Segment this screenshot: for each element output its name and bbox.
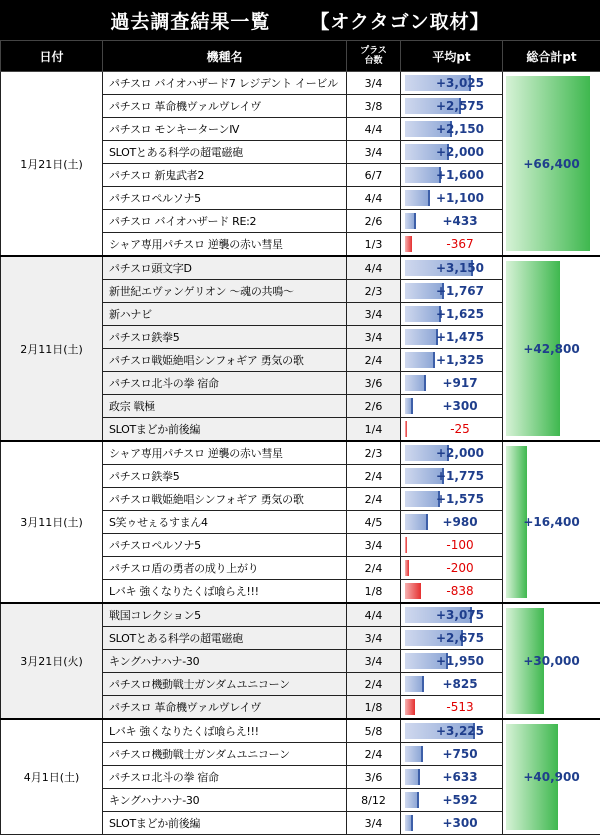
table-body [1,72,600,835]
plus-count: 3/4 [347,534,401,557]
plus-count: 3/6 [347,372,401,395]
avg-pt-value: +1,575 [424,488,496,510]
avg-pt-cell [401,372,503,395]
machine-name: パチスロ機動戦士ガンダムユニコーン [103,743,347,766]
avg-pt-bar [405,583,421,599]
plus-count: 4/4 [347,118,401,141]
avg-pt-value: +750 [424,743,496,765]
plus-count: 3/4 [347,812,401,835]
avg-pt-value: -513 [424,696,496,718]
plus-count: 4/4 [347,187,401,210]
avg-pt-value: +3,075 [424,604,496,626]
plus-count: 3/4 [347,72,401,95]
avg-pt-bar [405,676,424,692]
avg-pt-value: +3,150 [424,257,496,279]
title-store: 【オクタゴン取材】 [310,7,489,34]
plus-count: 2/4 [347,465,401,488]
plus-count: 8/12 [347,789,401,812]
machine-name: キングハナハナ-30 [103,789,347,812]
group-total-value: +40,900 [523,770,579,784]
machine-name: 戦国コレクション5 [103,603,347,627]
avg-pt-value: +633 [424,766,496,788]
group-total-cell [503,72,600,257]
plus-count: 3/6 [347,766,401,789]
avg-pt-cell [401,280,503,303]
avg-pt-cell [401,187,503,210]
machine-name: パチスロ 新鬼武者2 [103,164,347,187]
header-plus-line1: プラス [347,46,400,56]
avg-pt-value: +2,000 [424,141,496,163]
avg-pt-cell [401,395,503,418]
plus-count: 2/3 [347,441,401,465]
avg-pt-cell [401,743,503,766]
machine-name: パチスロ 革命機ヴァルヴレイヴ [103,95,347,118]
machine-name: SLOTまどか前後編 [103,812,347,835]
machine-name: パチスロ北斗の拳 宿命 [103,372,347,395]
avg-pt-value: -200 [424,557,496,579]
group-date: 4月1日(土) [1,719,103,835]
avg-pt-value: -838 [424,580,496,602]
avg-pt-value: -100 [424,534,496,556]
avg-pt-value: +2,575 [424,95,496,117]
plus-count: 1/8 [347,696,401,720]
plus-count: 4/4 [347,256,401,280]
avg-pt-bar [405,769,420,785]
avg-pt-bar [405,792,419,808]
plus-count: 2/4 [347,349,401,372]
plus-count: 2/4 [347,673,401,696]
plus-count: 2/6 [347,210,401,233]
avg-pt-value: +3,225 [424,720,496,742]
machine-name: パチスロ戦姫絶唱シンフォギア 勇気の歌 [103,488,347,511]
plus-count: 1/4 [347,418,401,442]
machine-name: パチスロ盾の勇者の成り上がり [103,557,347,580]
avg-pt-cell [401,303,503,326]
machine-name: パチスロ頭文字D [103,256,347,280]
results-table [0,40,600,835]
machine-name: パチスロ鉄拳5 [103,326,347,349]
avg-pt-cell [401,766,503,789]
machine-name: SLOTとある科学の超電磁砲 [103,141,347,164]
avg-pt-bar [405,537,407,553]
machine-name: S笑ゥせぇるすまん4 [103,511,347,534]
avg-pt-cell [401,164,503,187]
group-total-cell [503,441,600,603]
avg-pt-cell [401,349,503,372]
avg-pt-value: +2,675 [424,627,496,649]
avg-pt-value: +2,000 [424,442,496,464]
group-total-value: +66,400 [523,157,579,171]
group-total-cell [503,256,600,441]
plus-count: 2/6 [347,395,401,418]
avg-pt-bar [405,560,409,576]
group-date: 3月11日(土) [1,441,103,603]
avg-pt-cell [401,141,503,164]
avg-pt-value: +1,775 [424,465,496,487]
avg-pt-value: +592 [424,789,496,811]
machine-name: Lバキ 強くなりたくば喰らえ!!! [103,580,347,604]
avg-pt-value: +2,150 [424,118,496,140]
group-total-cell [503,603,600,719]
machine-name: キングハナハナ-30 [103,650,347,673]
group-total-value: +30,000 [523,654,579,668]
machine-name: パチスロ戦姫絶唱シンフォギア 勇気の歌 [103,349,347,372]
plus-count: 2/4 [347,743,401,766]
avg-pt-value: +1,625 [424,303,496,325]
avg-pt-bar [405,213,416,229]
machine-name: パチスロ バイオハザード7 レジデント イービル [103,72,347,95]
table-row [1,719,600,743]
avg-pt-bar [405,236,412,252]
group-total-value: +42,800 [523,342,579,356]
avg-pt-cell [401,511,503,534]
avg-pt-value: +300 [424,395,496,417]
machine-name: SLOTとある科学の超電磁砲 [103,627,347,650]
machine-name: 新ハナビ [103,303,347,326]
plus-count: 5/8 [347,719,401,743]
machine-name: パチスロペルソナ5 [103,187,347,210]
avg-pt-cell [401,326,503,349]
header-plus-count [347,41,401,72]
page-title [0,0,600,40]
plus-count: 2/3 [347,280,401,303]
plus-count: 3/4 [347,627,401,650]
header-total-pt: 総合計pt [503,41,600,72]
avg-pt-cell [401,789,503,812]
avg-pt-cell [401,603,503,627]
group-total-value: +16,400 [523,515,579,529]
machine-name: パチスロペルソナ5 [103,534,347,557]
machine-name: Lバキ 強くなりたくば喰らえ!!! [103,719,347,743]
avg-pt-cell [401,118,503,141]
avg-pt-value: +1,100 [424,187,496,209]
avg-pt-cell [401,256,503,280]
avg-pt-cell [401,719,503,743]
machine-name: シャア専用パチスロ 逆襲の赤い彗星 [103,233,347,257]
table-header-row [1,41,600,72]
machine-name: パチスロ バイオハザード RE:2 [103,210,347,233]
avg-pt-cell [401,72,503,95]
machine-name: パチスロ機動戦士ガンダムユニコーン [103,673,347,696]
machine-name: パチスロ北斗の拳 宿命 [103,766,347,789]
plus-count: 3/4 [347,141,401,164]
avg-pt-cell [401,441,503,465]
avg-pt-bar [405,375,426,391]
title-main: 過去調査結果一覧 [110,7,270,34]
header-date: 日付 [1,41,103,72]
avg-pt-value: -367 [424,233,496,255]
plus-count: 1/8 [347,580,401,604]
table-row [1,256,600,280]
header-avg-pt: 平均pt [401,41,503,72]
avg-pt-cell [401,534,503,557]
avg-pt-cell [401,418,503,442]
avg-pt-cell [401,488,503,511]
header-plus-line2: 台数 [347,56,400,66]
avg-pt-cell [401,673,503,696]
group-date: 2月11日(土) [1,256,103,441]
machine-name: シャア専用パチスロ 逆襲の赤い彗星 [103,441,347,465]
avg-pt-value: +433 [424,210,496,232]
avg-pt-value: +825 [424,673,496,695]
plus-count: 6/7 [347,164,401,187]
avg-pt-cell [401,210,503,233]
avg-pt-bar [405,815,413,831]
avg-pt-cell [401,650,503,673]
machine-name: 政宗 戦極 [103,395,347,418]
avg-pt-value: +1,950 [424,650,496,672]
avg-pt-value: +1,475 [424,326,496,348]
avg-pt-cell [401,812,503,835]
group-date: 3月21日(火) [1,603,103,719]
plus-count: 4/4 [347,603,401,627]
avg-pt-cell [401,465,503,488]
group-total-cell [503,719,600,835]
avg-pt-cell [401,557,503,580]
table-row [1,441,600,465]
avg-pt-value: +1,600 [424,164,496,186]
machine-name: 新世紀エヴァンゲリオン ～魂の共鳴～ [103,280,347,303]
avg-pt-cell [401,580,503,604]
plus-count: 4/5 [347,511,401,534]
avg-pt-cell [401,627,503,650]
avg-pt-value: -25 [424,418,496,440]
avg-pt-bar [405,398,413,414]
avg-pt-bar [405,421,407,437]
avg-pt-cell [401,233,503,257]
avg-pt-value: +300 [424,812,496,834]
avg-pt-value: +3,025 [424,72,496,94]
plus-count: 2/4 [347,557,401,580]
avg-pt-value: +980 [424,511,496,533]
machine-name: SLOTまどか前後編 [103,418,347,442]
avg-pt-value: +1,767 [424,280,496,302]
plus-count: 3/4 [347,650,401,673]
header-machine: 機種名 [103,41,347,72]
table-row [1,72,600,95]
plus-count: 1/3 [347,233,401,257]
machine-name: パチスロ鉄拳5 [103,465,347,488]
avg-pt-value: +1,325 [424,349,496,371]
group-date: 1月21日(土) [1,72,103,257]
avg-pt-bar [405,699,415,715]
avg-pt-value: +917 [424,372,496,394]
avg-pt-cell [401,696,503,720]
machine-name: パチスロ 革命機ヴァルヴレイヴ [103,696,347,720]
plus-count: 2/4 [347,488,401,511]
plus-count: 3/8 [347,95,401,118]
table-row [1,603,600,627]
avg-pt-bar [405,746,423,762]
plus-count: 3/4 [347,303,401,326]
avg-pt-cell [401,95,503,118]
plus-count: 3/4 [347,326,401,349]
machine-name: パチスロ モンキーターンⅣ [103,118,347,141]
